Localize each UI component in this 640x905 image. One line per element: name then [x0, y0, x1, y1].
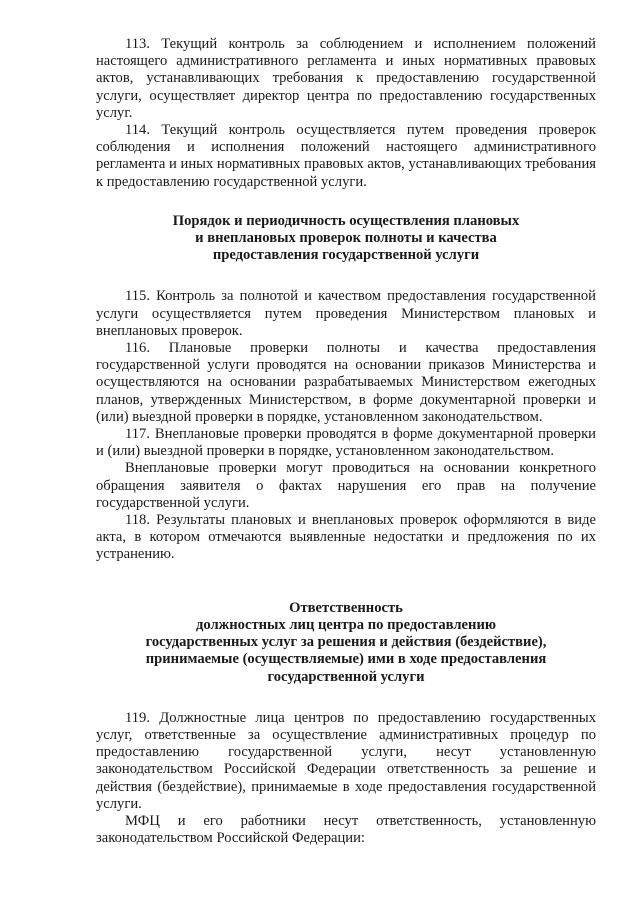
paragraph-115: 115. Контроль за полнотой и качеством предоставления государственной услуги осуществляется путем проведения Министерством плановых и внеплановых проверок. [96, 288, 596, 339]
heading-line: должностных лиц центра по предоставлению [196, 616, 496, 633]
section-heading-inspections [96, 213, 596, 265]
paragraph-unscheduled-checks: Внеплановые проверки могут проводиться на основании конкретного обращения заявителя о фактах нарушения его прав на получение государственной услуги. [96, 460, 596, 511]
heading-line: государственных услуг за решения и действия (бездействие), [145, 634, 547, 651]
document-page [96, 36, 596, 847]
heading-line: государственной услуги [267, 668, 425, 685]
paragraph-116: 116. Плановые проверки полноты и качества предоставления государственной услуги проводятся на основании приказов Министерства и осуществляются на основании разрабатываемых Министерством ежегодных планов, утвержденных Министерством, в форме документарной проверки и (или) выездной проверки в порядке, установленном законодательством. [96, 340, 596, 425]
heading-line: Порядок и периодичность осуществления плановых [172, 212, 520, 229]
paragraph-117: 117. Внеплановые проверки проводятся в форме документарной проверки и (или) выездной проверки в порядке, установленном законодательством. [96, 426, 596, 460]
paragraph-mfc-responsibility: МФЦ и его работники несут ответственность, установленную законодательством Российской Федерации: [96, 812, 596, 847]
heading-line: предоставления государственной услуги [212, 247, 480, 264]
paragraph-114: 114. Текущий контроль осуществляется путем проведения проверок соблюдения и исполнения положений настоящего административного регламента и иных нормативных правовых актов, устанавливающих требования к предоставлению государственной услуги. [96, 122, 596, 190]
heading-line: Ответственность [289, 599, 403, 616]
paragraph-113: 113. Текущий контроль за соблюдением и исполнением положений настоящего административного регламента и иных нормативных правовых актов, устанавливающих требования к предоставлению государственной услуги, осуществляет директор центра по предоставлению государственных услуг. [96, 36, 596, 121]
paragraph-119: 119. Должностные лица центров по предоставлению государственных услуг, ответственные за осуществление административных процедур по предоставлению государственной услуги, несут установленную законодательством Российской Федерации ответственность за решение и действия (бездействие), принимаемые в ходе предоставления государственной услуги. [96, 709, 596, 812]
heading-line: принимаемые (осуществляемые) ими в ходе предоставления [145, 651, 547, 668]
paragraph-118: 118. Результаты плановых и внеплановых проверок оформляются в виде акта, в котором отмечаются выявленные недостатки и предложения по их устранению. [96, 512, 596, 563]
section-heading-responsibility [96, 600, 596, 686]
heading-line: и внеплановых проверок полноты и качества [195, 230, 497, 247]
